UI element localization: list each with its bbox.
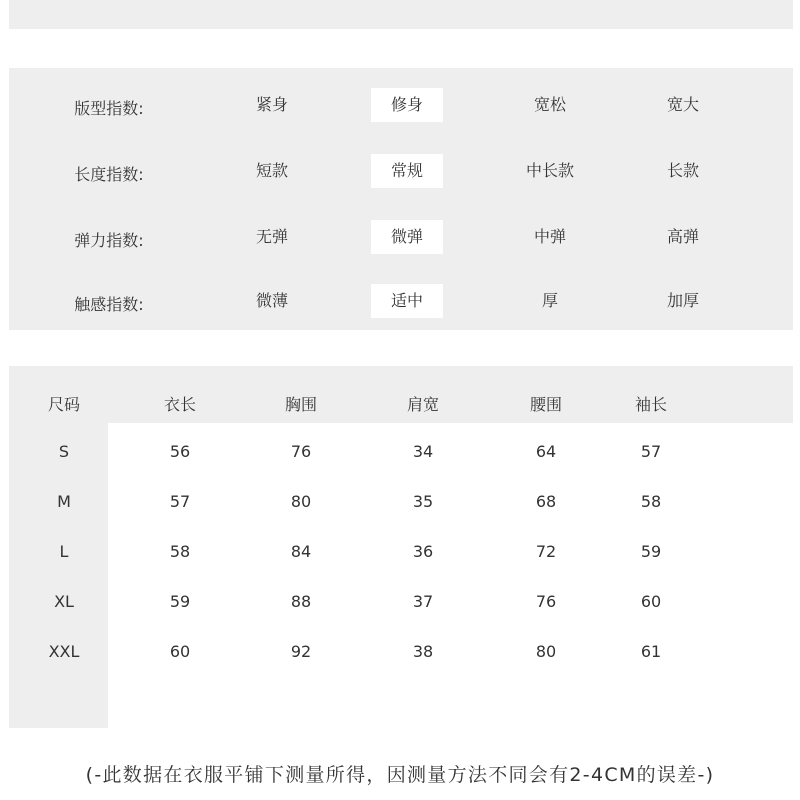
size-table-side-band	[9, 423, 108, 728]
index-option-selected: 适中	[371, 284, 443, 318]
column-header: 袖长	[634, 395, 667, 414]
index-option: 无弹	[255, 227, 288, 246]
column-header: 衣长	[163, 395, 196, 414]
column-header: 胸围	[284, 395, 317, 414]
index-row-elasticity	[9, 220, 793, 254]
index-row-length	[9, 154, 793, 188]
value-cell: 57	[640, 442, 662, 461]
value-cell: 80	[290, 492, 312, 511]
value-cell: 38	[412, 642, 434, 661]
value-cell: 88	[290, 592, 312, 611]
size-cell: XL	[54, 592, 74, 611]
top-band	[9, 0, 793, 29]
index-label: 弹力指数:	[74, 231, 144, 250]
value-cell: 64	[535, 442, 557, 461]
index-option-selected: 常规	[371, 154, 443, 188]
value-cell: 80	[535, 642, 557, 661]
size-cell: M	[57, 492, 71, 511]
index-option: 中长款	[525, 161, 574, 180]
index-option: 紧身	[255, 95, 288, 114]
index-label: 版型指数:	[74, 99, 144, 118]
index-row-fit	[9, 88, 793, 122]
value-cell: 61	[640, 642, 662, 661]
index-option: 中弹	[533, 227, 566, 246]
value-cell: 58	[169, 542, 191, 561]
index-option: 高弹	[666, 227, 699, 246]
size-cell: L	[59, 542, 69, 561]
value-cell: 72	[535, 542, 557, 561]
size-cell: XXL	[48, 642, 80, 661]
size-table	[9, 366, 793, 728]
column-header: 尺码	[47, 395, 80, 414]
index-option: 微薄	[255, 291, 288, 310]
index-label: 长度指数:	[74, 165, 144, 184]
index-option-selected: 修身	[371, 88, 443, 122]
index-option: 加厚	[666, 291, 699, 310]
value-cell: 60	[640, 592, 662, 611]
value-cell: 36	[412, 542, 434, 561]
column-header: 肩宽	[406, 395, 439, 414]
index-option: 短款	[255, 161, 288, 180]
value-cell: 84	[290, 542, 312, 561]
index-option-selected: 微弹	[371, 220, 443, 254]
value-cell: 35	[412, 492, 434, 511]
value-cell: 34	[412, 442, 434, 461]
index-label: 触感指数:	[74, 295, 144, 314]
index-option: 厚	[541, 291, 558, 310]
value-cell: 76	[535, 592, 557, 611]
measurement-note: (-此数据在衣服平铺下测量所得，因测量方法不同会有2-4CM的误差-)	[85, 764, 715, 786]
value-cell: 37	[412, 592, 434, 611]
index-option: 长款	[666, 161, 699, 180]
index-row-touch	[9, 284, 793, 318]
value-cell: 56	[169, 442, 191, 461]
value-cell: 76	[290, 442, 312, 461]
value-cell: 59	[169, 592, 191, 611]
size-cell: S	[58, 442, 70, 461]
column-header: 腰围	[529, 395, 562, 414]
index-option: 宽松	[533, 95, 566, 114]
value-cell: 57	[169, 492, 191, 511]
value-cell: 59	[640, 542, 662, 561]
value-cell: 60	[169, 642, 191, 661]
index-option: 宽大	[666, 95, 699, 114]
fit-index-panel	[9, 68, 793, 330]
value-cell: 92	[290, 642, 312, 661]
value-cell: 68	[535, 492, 557, 511]
value-cell: 58	[640, 492, 662, 511]
